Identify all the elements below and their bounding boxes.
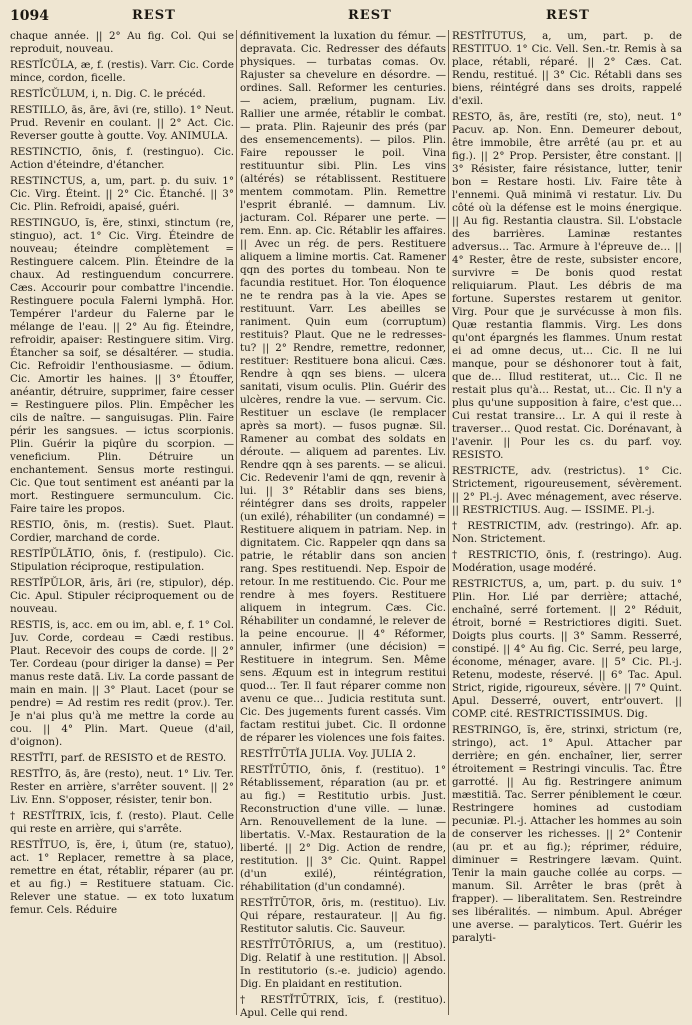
dictionary-entry: RESTINGUO, ĭs, ĕre, stinxi, stinctum (re, stinguo), act. 1° Cic. Virg. Éteindre de nouveau; éteindre complètement = Restinguere calcem. Plin. Éteindre de la chaux. Ad restinguendum concurrere. Cæs. Accourir pour combattre l'incendie. Restinguere pocula Falerni lymphā. Hor. Tempérer l'ardeur du Falerne par le mélange de l'eau. || 2° Au fig. Éteindre, refroidir, apaiser: Restinguere sitim. Virg. Étancher sa soif, se désaltérer. — studia. Cic. Refroidir l'enthousiasme. — ŏdium. Cic. Amortir les haines. || 3° Étouffer, anéantir, détruire, supprimer, faire cesser = Restinguere pilos. Plin. Empêcher les cils de naître. — sanguisugas. Plin. Faire périr les sangsues. — ictus scorpionis. Plin. Guérir la piqûre du scorpion. — veneficium. Plin. Détruire un enchantement. Sensus morte restingui. Cic. Que tout sentiment est anéanti par la mort. Restinguere sermunculum. Cic. Faire taire les propos. [10, 217, 234, 515]
running-head-left: REST [132, 8, 176, 23]
dictionary-entry: † RESTĬTŪTRIX, īcis, f. (restituo). Apul. Celle qui rend. [240, 994, 446, 1018]
dictionary-entry: RESTĬCŬLA, æ, f. (restis). Varr. Cic. Corde mince, cordon, ficelle. [10, 59, 234, 84]
column-left [10, 30, 234, 1018]
running-head-center: REST [348, 8, 392, 23]
page-number: 1094 [10, 8, 49, 24]
dictionary-entry: RESTĬTŪTŌRIUS, a, um (restituo). Dig. Relatif à une restitution. || Absol. In restitutorio (s.-e. judicio) agendo. Dig. En plaidant en restitution. [240, 939, 446, 990]
dictionary-entry: RESTO, ās, āre, restĭti (re, sto), neut. 1° Pacuv. ap. Non. Enn. Demeurer debout, être immobile, être arrêté (au pr. et au fig.). || 2° Prop. Persister, être constant. || 3° Résister, faire résistance, lutter, tenir bon = Restare hosti. Liv. Faire tête à l'ennemi. Quā minimā vi restatur. Liv. Du côté où la défense est le moins énergique. || Au fig. Restantia claustra. Sil. L'obstacle des barrières. Laminæ restantes adversus… Tac. Armure à l'épreuve de… || 4° Rester, être de reste, subsister encore, survivre = De bonis quod restat reliquiarum. Plaut. Les débris de ma fortune. Superstes restarem ut genitor. Virg. Pour que je survécusse à mon fils. Quæ restantia flammis. Virg. Les dons qu'ont épargnés les flammes. Unum restat ei ad omne decus, ut… Cic. Il ne lui manque, pour se déshonorer tout à fait, que de… Illud restiterat, ut… Cic. Il ne restait plus qu'à… Restat, ut… Cic. Il n'y a plus qu'une supposition à faire, c'est que… Cui restat transire… Lr. A qui il reste à traverser… Quod restat. Cic. Dorénavant, à l'avenir. || Pour les cs. du parf. voy. RESISTO. [452, 111, 682, 461]
column-divider [448, 30, 449, 1015]
dictionary-entry: † RESTRICTIM, adv. (restringo). Afr. ap. Non. Strictement. [452, 520, 682, 545]
page-header [10, 8, 682, 28]
running-head-right: REST [546, 8, 590, 23]
dictionary-entry: RESTĪTI, parf. de RESISTO et de RESTO. [10, 752, 227, 764]
dictionary-entry: RESTĬTŪTUS, a, um, part. p. de RESTITUO. 1° Cic. Vell. Sen.-tr. Remis à sa place, rétabli, réparé. || 2° Cæs. Cat. Rendu, restitué. || 3° Cic. Rétabli dans ses biens, réintégré dans ses droits, rappelé d'exil. [452, 30, 682, 107]
dictionary-entry: † RESTRICTIO, ōnis, f. (restringo). Aug. Modération, usage modéré. [452, 549, 682, 574]
dictionary-entry: RESTĬTŪTIO, ōnis, f. (restituo). 1° Rétablissement, réparation (au pr. et au fig.) = Restitutio urbis. Just. Reconstruction d'une ville. — lunæ. Arn. Renouvellement de la lune. — libertatis. V.-Max. Restauration de la liberté. || 2° Dig. Action de rendre, restitution. || 3° Cic. Quint. Rappel (d'un exilé), réintégration, réhabilitation (d'un condamné). [240, 764, 446, 893]
dictionary-entry: RESTĬPŬLĀTIO, ōnis, f. (restipulo). Cic. Stipulation réciproque, restipulation. [10, 548, 234, 573]
dictionary-entry: RESTRICTUS, a, um, part. p. du suiv. 1° Plin. Hor. Lié par derrière; attaché, enchaîné, serré fortement. || 2° Réduit, étroit, borné = Restrictiores digiti. Suet. Doigts plus courts. || 3° Samm. Resserré, constipé. || 4° Au fig. Cic. Serré, peu large, économe, ménager, avare. || 5° Cic. Pl.-j. Retenu, modeste, réservé. || 6° Tac. Apul. Strict, rigide, rigoureux, sévère. || 7° Quint. Apul. Desserré, ouvert, entr'ouvert. || COMP. cité. RESTRICTISSIMUS. Dig. [452, 578, 682, 720]
dictionary-entry: RESTIO, ōnis, m. (restis). Suet. Plaut. Cordier, marchand de corde. [10, 519, 234, 544]
dictionary-entry: RESTĬTUO, ĭs, ĕre, i, ūtum (re, statuo), act. 1° Replacer, remettre à sa place, remettre en état, rétablir, réparer (au pr. et au fig.) = Restituere statuam. Cic. Relever une statue. — ex toto luxatum femur. Cels. Réduire [10, 839, 234, 916]
dictionary-entry: RESTĬTŪTOR, ōris, m. (restituo). Liv. Qui répare, restaurateur. || Au fig. Restitutor salutis. Cic. Sauveur. [240, 897, 446, 935]
column-divider [236, 30, 237, 1015]
dictionary-entry: RESTILLO, ās, āre, āvi (re, stillo). 1° Neut. Prud. Revenir en coulant. || 2° Act. Cic. Reverser goutte à goutte. Voy. ANIMULA. [10, 104, 234, 142]
dictionary-entry: RESTRINGO, ĭs, ĕre, strinxi, strictum (re, stringo), act. 1° Apul. Attacher par derrière; en gén. enchaîner, lier, serrer étroitement = Restringi vinculis. Tac. Être garrotté. || Au fig. Restringere animum mæstitiā. Tac. Serrer péniblement le cœur. Restringere homines ad custodiam pecuniæ. Pl.-j. Attacher les hommes au soin de conserver les richesses. || 2° Contenir (au pr. et au fig.); réprimer, réduire, diminuer = Restringere lævam. Quint. Tenir la main gauche collée au corps. — manum. Sil. Arrêter le bras (prêt à frapper). — liberalitatem. Sen. Restreindre ses libéralités. — nimbum. Apul. Abréger une averse. — paralyticos. Tert. Guérir les paralyti- [452, 724, 682, 944]
column-middle [240, 30, 446, 1018]
dictionary-entry: RESTINCTUS, a, um, part. p. du suiv. 1° Cic. Virg. Éteint. || 2° Cic. Étanché. || 3° Cic. Plin. Refroidi, apaisé, guéri. [10, 175, 234, 213]
dictionary-entry: RESTRICTE, adv. (restrictus). 1° Cic. Strictement, rigoureusement, sévèrement. || 2° Pl.-j. Avec ménagement, avec réserve. || RESTRICTIUS. Aug. — ISSIME. Pl.-j. [452, 465, 682, 516]
dictionary-entry: † RESTĬTRIX, īcis, f. (resto). Plaut. Celle qui reste en arrière, qui s'arrête. [10, 810, 234, 835]
dictionary-entry: RESTIS, is, acc. em ou im, abl. e, f. 1° Col. Juv. Corde, cordeau = Cædi restibus. Plaut. Recevoir des coups de corde. || 2° Ter. Cordeau (pour diriger la danse) = Per manus reste datā. Liv. La corde passant de main en main. || 3° Plaut. Lacet (pour se pendre) = Ad restim res redit (prov.). Ter. Je n'ai plus qu'à me mettre la corde au cou. || 4° Plin. Mart. Queue (d'ail, d'oignon). [10, 619, 234, 748]
dictionary-entry: définitivement la luxation du fémur. — depravata. Cic. Redresser des défauts physiques. — turbatas comas. Ov. Rajuster sa chevelure en désordre. — ordines. Sall. Reformer les centuries. — aciem, prælium, pugnam. Liv. Rallier une armée, rétablir le combat. — prata. Plin. Rajeunir des prés (par des ensemencements). — pilos. Plin. Faire repousser le poil. Vina restituuntur sibi. Plin. Les vins (altérés) se rétablissent. Restituere mentem commotam. Plin. Remettre l'esprit ébranlé. — damnum. Liv. jacturam. Col. Réparer une perte. — rem. Enn. ap. Cic. Rétablir les affaires. || Avec un rég. de pers. Restituere aliquem a limine mortis. Cat. Ramener qqn des portes du tombeau. Non te facundia restituet. Hor. Ton éloquence ne te rendra pas à la vie. Apes se restituunt. Varr. Les abeilles se raniment. Quin eum (corruptum) restituis? Plaut. Que ne le redresses-tu? || 2° Rendre, remettre, redonner, restituer: Restituere bona alicui. Cæs. Rendre à qqn ses biens. — ulcera sanitati, visum oculis. Plin. Guérir des ulcères, rendre la vue. — servum. Cic. Restituer un esclave (le remplacer après sa mort). — fusos pugnæ. Sil. Ramener au combat des soldats en déroute. — aliquem ad parentes. Liv. Rendre qqn à ses parents. — se alicui. Cic. Redevenir l'ami de qqn, revenir à lui. || 3° Rétablir dans ses biens, réintégrer dans ses droits, rappeler (un exilé), réhabiliter (un condamné) = Restituere aliquem in patriam. Nep. in dignitatem. Cic. Rappeler qqn dans sa patrie, le rétablir dans son ancien rang. Spes restituendi. Nep. Espoir de retour. In me restituendo. Cic. Pour me rendre à mes foyers. Restituere aliquem in integrum. Cæs. Cic. Réhabiliter un condamné, le relever de la peine encourue. || 4° Réformer, annuler, infirmer (une décision) = Restituere in integrum. Sen. Même sens. Æquum est in integrum restitui quod… Ter. Il faut réparer comme non avenu ce que… Judicia restituta sunt. Cic. Des jugements furent cassés. Vim factam restitui jubet. Cic. Il ordonne de réparer les violences une fois faites. [240, 30, 446, 744]
dictionary-entry: chaque année. || 2° Au fig. Col. Qui se reproduit, nouveau. [10, 30, 234, 55]
column-right [452, 30, 682, 1018]
dictionary-entry: RESTĬTŪTĬA JULIA. Voy. JULIA 2. [240, 748, 417, 760]
dictionary-entry: RESTĬCŬLUM, i, n. Dig. C. le précéd. [10, 88, 206, 100]
dictionary-entry: RESTĪTO, ās, āre (resto), neut. 1° Liv. Ter. Rester en arrière, s'arrêter souvent. || 2° Liv. Enn. S'opposer, résister, tenir bon. [10, 768, 234, 806]
dictionary-entry: RESTINCTIO, ōnis, f. (restinguo). Cic. Action d'éteindre, d'étancher. [10, 146, 234, 171]
dictionary-entry: RESTĬPŬLOR, āris, āri (re, stipulor), dép. Cic. Apul. Stipuler réciproquement ou de nouveau. [10, 577, 234, 615]
